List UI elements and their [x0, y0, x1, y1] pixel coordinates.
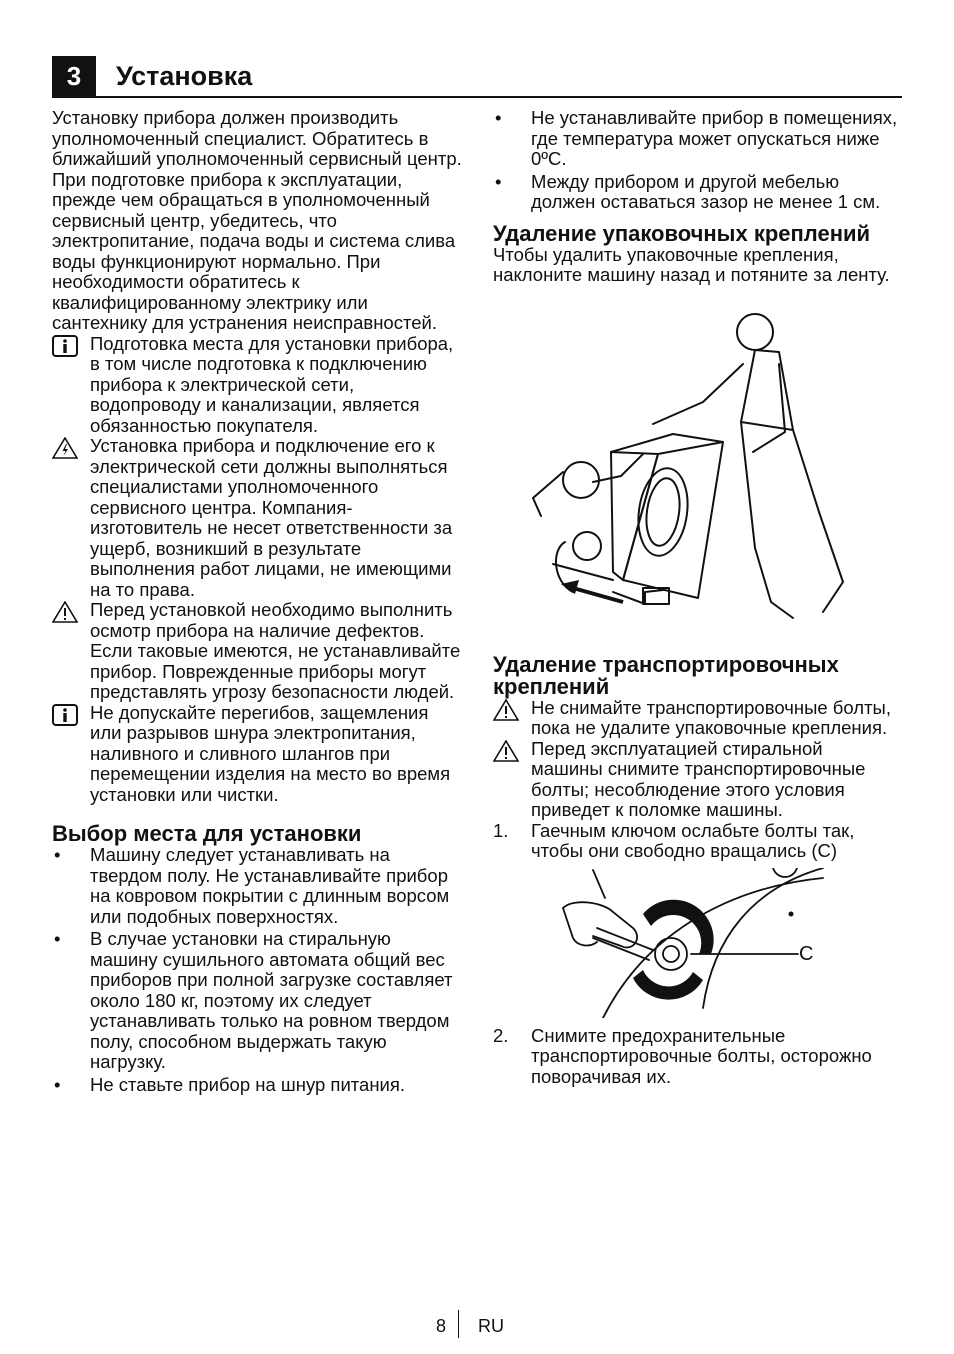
placement-bullet: • В случае установки на стиральную машину сушильного автомата общий вес приборов при полной загрузке составляет около 180 кг, поэтому их следует устанавливать только на ровном твердом полу, способном выдержать такую нагрузку. — [52, 929, 462, 1073]
left-column — [52, 108, 462, 1095]
step-1 — [493, 821, 898, 862]
bullet-text: Не ставьте прибор на шнур питания. — [90, 1073, 406, 1095]
chapter-number: 3 — [52, 56, 96, 96]
placement-bullet: • Не ставьте прибор на шнур питания. — [52, 1075, 462, 1096]
note-inspection — [52, 600, 462, 703]
note-text: Не снимайте транспортировочные болты, пока не удалите упаковочные крепления. — [531, 696, 891, 738]
note-text: Перед установкой необходимо выполнить осмотр прибора на наличие дефектов. Если таковые имеются, не устанавливайте прибор. Поврежденные приборы могут представлять угрозу безопасности людей. — [90, 599, 461, 702]
packaging-text: Чтобы удалить упаковочные крепления, наклоните машину назад и потяните за ленту. — [493, 243, 890, 285]
packaging-heading: Удаление упаковочных креплений — [493, 220, 871, 246]
tilting-machine-illustration — [493, 302, 898, 642]
warning-icon — [493, 699, 519, 721]
bullet-text: Между прибором и другой мебелью должен оставаться зазор не менее 1 см. — [531, 170, 881, 212]
note-text: Подготовка места для установки прибора, в том числе подготовка к подключению прибора к электрической сети, водопроводу и канализации, является обязанностью покупателя. — [90, 332, 454, 436]
electric-warning-icon — [52, 437, 78, 459]
note-text: Перед эксплуатацией стиральной машины снимите транспортировочные болты; несоблюдение этого условия приведет к поломке машины. — [531, 737, 866, 820]
placement-bullet: • Машину следует устанавливать на твердом полу. Не устанавливайте прибор на ковровом покрытии с длинным ворсом или подобных поверхностях. — [52, 845, 462, 927]
transport-note — [493, 698, 898, 739]
page-footer — [0, 1310, 954, 1340]
bullet-text: Машину следует устанавливать на твердом полу. Не устанавливайте прибор на ковровом покрытии с длинным ворсом или подобных поверхностях. — [90, 844, 450, 927]
language-code: RU — [478, 1316, 504, 1336]
info-icon — [52, 704, 78, 726]
gap-bullet: • Между прибором и другой мебелью должен оставаться зазор не менее 1 см. — [493, 172, 898, 213]
step-number: 1. — [493, 819, 509, 841]
temperature-bullet: • Не устанавливайте прибор в помещениях, где температура может опускаться ниже 0ºC. — [495, 107, 898, 169]
note-preparation — [52, 334, 462, 437]
intro-paragraph: Установку прибора должен производить уполномоченный специалист. Обратитесь в ближайший уполномоченный сервисный центр. При подготовке прибора к эксплуатации, прежде чем обращаться в уполномоченный сервисный центр, убедитесь, что электропитание, подача воды и система слива воды функционируют нормально. При необходимости обратитесь к квалифицированному электрику или сантехнику для устранения неисправностей. — [52, 107, 462, 333]
step-number: 2. — [493, 1024, 509, 1046]
step-2 — [493, 1026, 898, 1088]
step-text: Снимите предохранительные транспортировочные болты, осторожно поворачивая их. — [531, 1024, 872, 1087]
transport-heading: Удаление транспортировочных креплений — [493, 651, 839, 699]
bullet-text: Не устанавливайте прибор в помещениях, где температура может опускаться ниже 0ºC. — [531, 107, 898, 169]
chapter-header — [52, 56, 902, 98]
placement-heading: Выбор места для установки — [52, 821, 362, 846]
step-text: Гаечным ключом ослабьте болты так, чтобы они свободно вращались (C) — [531, 819, 855, 861]
footer-divider — [458, 1310, 459, 1338]
note-text: Не допускайте перегибов, защемления или разрывов шнура электропитания, наливного и сливного шлангов при перемещении изделия на место во время установки или чистки. — [90, 701, 451, 805]
right-column — [493, 108, 898, 1087]
bullet-text: В случае установки на стиральную машину сушильного автомата общий вес приборов при полной загрузке составляет около 180 кг, поэтому их следует устанавливать только на ровном твердом полу, способном выдержать такую нагрузку. — [90, 928, 453, 1072]
page-number: 8 — [436, 1316, 447, 1336]
wrench-bolt-illustration — [493, 868, 898, 1018]
warning-icon — [493, 740, 519, 762]
warning-icon — [52, 601, 78, 623]
figure-label-c: C — [799, 942, 814, 965]
note-text: Установка прибора и подключение его к электрической сети должны выполняться специалистами уполномоченного сервисного центра. Компания-изготовитель не несет ответственности за ущерб, возникший в результате выполнения работ лицами, не имеющими на то права. — [90, 435, 453, 600]
transport-note — [493, 739, 898, 821]
info-icon — [52, 335, 78, 357]
note-electric — [52, 436, 462, 600]
note-cables — [52, 703, 462, 806]
chapter-title: Установка — [116, 61, 253, 91]
